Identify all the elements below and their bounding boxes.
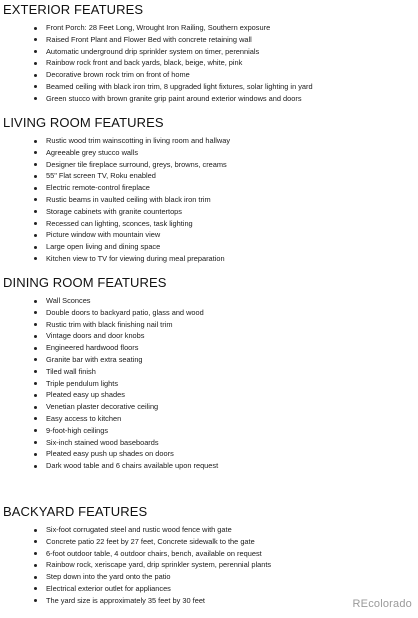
bullet-icon — [34, 406, 37, 409]
list-item — [0, 524, 418, 536]
list-item — [0, 93, 418, 105]
list-item — [0, 536, 418, 548]
list-item — [0, 307, 418, 319]
list-item — [0, 460, 418, 472]
bullet-icon — [34, 394, 37, 397]
list-item-text: Wall Sconces — [46, 296, 91, 305]
bullet-icon — [34, 50, 37, 53]
living-room-features-section — [0, 115, 418, 265]
dining-room-features-section — [0, 275, 418, 472]
list-item-text: 9-foot-high ceilings — [46, 425, 109, 435]
list-item — [0, 389, 418, 401]
section-heading: EXTERIOR FEATURES — [3, 2, 144, 17]
list-item-text: Rustic beams in vaulted ceiling with black iron trim — [46, 194, 211, 204]
list-item — [0, 425, 418, 437]
recolorado-watermark: REcolorado — [352, 598, 412, 610]
bullet-icon — [34, 234, 37, 237]
bullet-icon — [34, 453, 37, 456]
list-item — [0, 378, 418, 390]
list-item — [0, 218, 418, 230]
bullet-icon — [34, 587, 37, 590]
list-item-text: Rainbow rock front and back yards, black, beige, white, pink — [46, 58, 243, 68]
bullet-icon — [34, 97, 37, 100]
list-item-text: Six-foot corrugated steel and rustic wood fence with gate — [46, 525, 232, 534]
list-item — [0, 437, 418, 449]
bullet-icon — [34, 198, 37, 201]
list-item — [0, 46, 418, 58]
list-item-text: Pleated easy up shades — [46, 390, 125, 400]
list-item-text: Engineered hardwood floors — [46, 343, 139, 353]
list-item — [0, 413, 418, 425]
list-item — [0, 241, 418, 253]
list-item-text: Granite bar with extra seating — [46, 354, 143, 364]
bullet-icon — [34, 599, 37, 602]
list-item — [0, 206, 418, 218]
bullet-icon — [34, 429, 37, 432]
bullet-icon — [34, 246, 37, 249]
feature-list — [0, 135, 418, 265]
list-item — [0, 253, 418, 265]
list-item — [0, 170, 418, 182]
list-item — [0, 81, 418, 93]
list-item — [0, 34, 418, 46]
list-item-text: Vintage doors and door knobs — [46, 331, 145, 341]
list-item — [0, 571, 418, 583]
list-item — [0, 135, 418, 147]
list-item-text: Decorative brown rock trim on front of home — [46, 70, 190, 80]
section-heading: LIVING ROOM FEATURES — [3, 115, 164, 130]
bullet-icon — [34, 370, 37, 373]
list-item-text: Front Porch: 28 Feet Long, Wrought Iron Railing, Southern exposure — [46, 23, 271, 32]
list-item-text: Recessed can lighting, sconces, task lighting — [46, 218, 193, 228]
bullet-icon — [34, 564, 37, 567]
list-item-text: Dark wood table and 6 chairs available upon request — [46, 461, 219, 471]
bullet-icon — [34, 210, 37, 213]
bullet-icon — [34, 358, 37, 361]
list-item — [0, 147, 418, 159]
list-item-text: Kitchen view to TV for viewing during meal preparation — [46, 253, 225, 263]
bullet-icon — [34, 27, 37, 30]
list-item — [0, 319, 418, 331]
bullet-icon — [34, 300, 37, 303]
list-item — [0, 559, 418, 571]
list-item-text: Triple pendulum lights — [46, 378, 119, 388]
list-item — [0, 22, 418, 34]
bullet-icon — [34, 187, 37, 190]
bullet-icon — [34, 140, 37, 143]
bullet-icon — [34, 222, 37, 225]
list-item-text: Electrical exterior outlet for appliances — [46, 583, 171, 593]
list-item-text: Pleated easy push up shades on doors — [46, 449, 174, 459]
list-item — [0, 401, 418, 413]
list-item-text: Automatic underground drip sprinkler system on timer, perennials — [46, 46, 260, 56]
list-item-text: Designer tile fireplace surround, greys, browns, creams — [46, 159, 227, 169]
list-item — [0, 354, 418, 366]
list-item-text: Easy access to kitchen — [46, 413, 122, 423]
list-item — [0, 583, 418, 595]
bullet-icon — [34, 175, 37, 178]
bullet-icon — [34, 576, 37, 579]
list-item — [0, 548, 418, 560]
list-item — [0, 342, 418, 354]
bullet-icon — [34, 62, 37, 65]
list-item — [0, 182, 418, 194]
list-item — [0, 229, 418, 241]
list-item — [0, 448, 418, 460]
bullet-icon — [34, 85, 37, 88]
section-heading: BACKYARD FEATURES — [3, 504, 148, 519]
bullet-icon — [34, 529, 37, 532]
feature-list — [0, 295, 418, 472]
list-item-text: Step down into the yard onto the patio — [46, 572, 171, 582]
list-item-text: Beamed ceiling with black iron trim, 8 upgraded light fixtures, solar lighting in yard — [46, 81, 313, 91]
bullet-icon — [34, 151, 37, 154]
list-item-text: Raised Front Plant and Flower Bed with concrete retaining wall — [46, 34, 252, 44]
bullet-icon — [34, 163, 37, 166]
list-item-text: Rustic wood trim wainscotting in living room and hallway — [46, 136, 231, 145]
bullet-icon — [34, 257, 37, 260]
list-item-text: Green stucco with brown granite grip paint around exterior windows and doors — [46, 93, 302, 103]
section-heading: DINING ROOM FEATURES — [3, 275, 167, 290]
bullet-icon — [34, 347, 37, 350]
list-item — [0, 57, 418, 69]
list-item-text: Six-inch stained wood baseboards — [46, 437, 159, 447]
list-item-text: Rustic trim with black finishing nail trim — [46, 319, 173, 329]
bullet-icon — [34, 552, 37, 555]
list-item-text: Agreeable grey stucco walls — [46, 147, 139, 157]
bullet-icon — [34, 417, 37, 420]
bullet-icon — [34, 74, 37, 77]
list-item-text: Venetian plaster decorative ceiling — [46, 402, 159, 412]
bullet-icon — [34, 382, 37, 385]
feature-list — [0, 22, 418, 105]
list-item — [0, 69, 418, 81]
backyard-features-section — [0, 504, 418, 607]
bullet-icon — [34, 311, 37, 314]
list-item-text: Double doors to backyard patio, glass and wood — [46, 307, 204, 317]
list-item-text: The yard size is approximately 35 feet by 30 feet — [46, 595, 205, 605]
list-item-text: Electric remote-control fireplace — [46, 183, 150, 193]
list-item-text: Storage cabinets with granite countertops — [46, 206, 182, 216]
list-item — [0, 366, 418, 378]
list-item-text: Picture window with mountain view — [46, 230, 161, 240]
bullet-icon — [34, 540, 37, 543]
list-item-text: Tiled wall finish — [46, 366, 96, 376]
list-item — [0, 295, 418, 307]
bullet-icon — [34, 335, 37, 338]
feature-list — [0, 524, 418, 607]
list-item-text: Concrete patio 22 feet by 27 feet, Concrete sidewalk to the gate — [46, 536, 255, 546]
list-item — [0, 330, 418, 342]
list-item-text: 6-foot outdoor table, 4 outdoor chairs, bench, available on request — [46, 548, 262, 558]
list-item — [0, 159, 418, 171]
bullet-icon — [34, 323, 37, 326]
list-item-text: Large open living and dining space — [46, 242, 161, 252]
exterior-features-section — [0, 2, 418, 105]
list-item-text: Rainbow rock, xeriscape yard, drip sprinkler system, perennial plants — [46, 560, 272, 570]
bullet-icon — [34, 465, 37, 468]
list-item — [0, 194, 418, 206]
bullet-icon — [34, 38, 37, 41]
list-item-text: 55" Flat screen TV, Roku enabled — [46, 171, 156, 181]
bullet-icon — [34, 441, 37, 444]
